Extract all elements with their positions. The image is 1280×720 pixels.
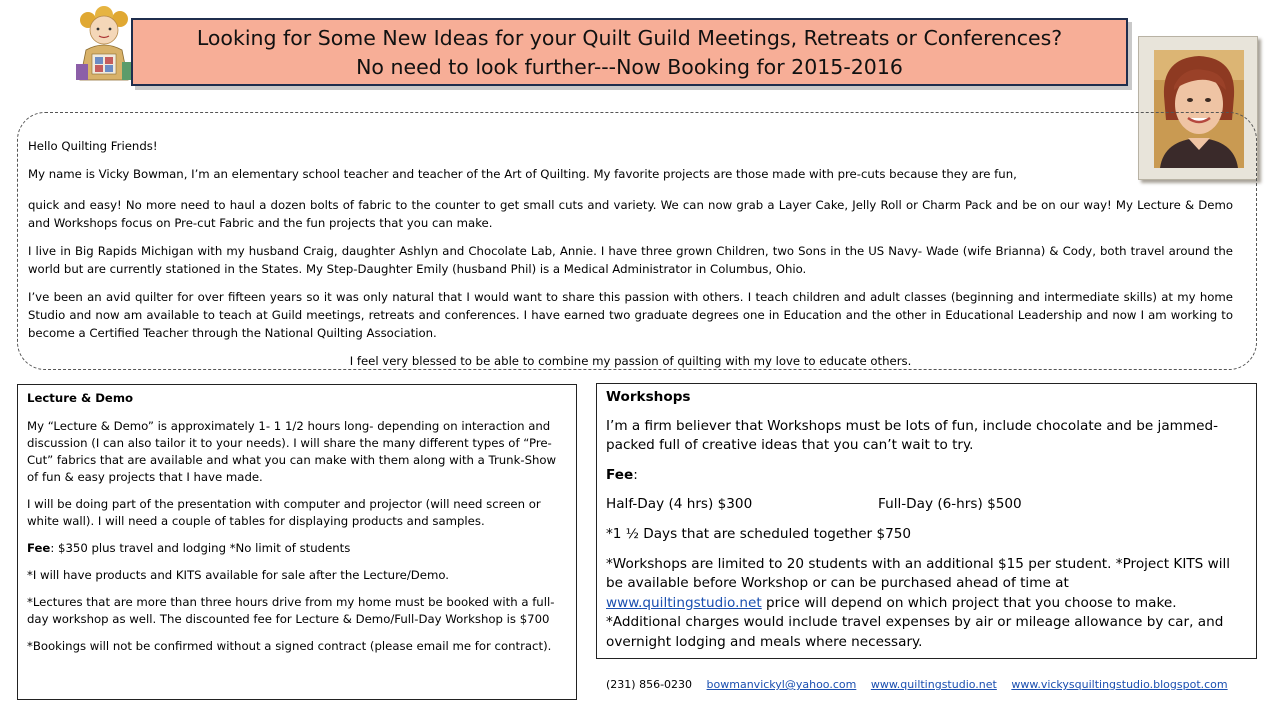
banner-line-1: Looking for Some New Ideas for your Quilt Guild Meetings, Retreats or Conferences?: [196, 26, 1063, 50]
lecture-paragraph-1: My “Lecture & Demo” is approximately 1- 1 1/2 hours long- depending on interaction and discussion (I can also tailor it to your needs). I will share the many different types of “Pre-Cut” fabrics that are available and what you can make with them along with a Trunk-Show of fun & easy projects that I have made.: [27, 419, 557, 484]
footer-phone: (231) 856-0230: [606, 678, 693, 691]
lecture-fee-text: : $350 plus travel and lodging *No limit of students: [50, 541, 351, 555]
intro-paragraph-3: I’ve been an avid quilter for over fifteen years so it was only natural that I would want to share this passion with others. I teach children and adult classes (beginning and intermediate skills) at my home Studio and now am available to teach at Guild meetings, retreats and conferences. I have earned two graduate degrees one in Education and the other in Educational Leadership and now I am working to become a Certified Teacher through the National Quilting Association.: [28, 290, 1233, 340]
intro-greeting: Hello Quilting Friends!: [28, 139, 158, 153]
workshops-paragraph-5a: *Workshops are limited to 20 students with an additional $15 per student. *Project KITS will be available before Workshop or can be purchased ahead of time at: [606, 555, 1231, 591]
intro-paragraph-2: I live in Big Rapids Michigan with my husband Craig, daughter Ashlyn and Chocolate Lab, Annie. I have three grown Children, two Sons in the US Navy- Wade (wife Brianna) & Cody, both travel around the world but are currently stationed in the States. My Step-Daughter Emily (husband Phil) is a Medical Administrator in Columbus, Ohio.: [28, 244, 1233, 276]
lecture-paragraph-2: I will be doing part of the presentation with computer and projector (will need screen or white wall). I will need a couple of tables for displaying products and samples.: [27, 497, 541, 528]
workshops-fee-label: Fee: [606, 466, 634, 483]
contact-footer: [606, 678, 1266, 691]
half-day-fee: Half-Day (4 hrs) $300: [606, 496, 753, 512]
lecture-paragraph-6: *Bookings will not be confirmed without a signed contract (please email me for contract).: [27, 639, 552, 653]
workshops-fee-colon: :: [633, 466, 638, 483]
lecture-fee-label: Fee: [27, 541, 51, 555]
full-day-fee: Full-Day (6-hrs) $500: [878, 496, 1022, 512]
workshops-paragraph-5b: price will depend on which project that you choose to make.: [761, 594, 1177, 611]
workshops-title: Workshops: [606, 389, 691, 405]
lecture-paragraph-5: *Lectures that are more than three hours drive from my home must be booked with a full-day workshop as well. The discounted fee for Lecture & Demo/Full-Day Workshop is $700: [27, 595, 555, 626]
quiltingstudio-link[interactable]: www.quiltingstudio.net: [606, 594, 762, 611]
workshops-paragraph-5: [606, 555, 1236, 614]
footer-email-link[interactable]: bowmanvickyl@yahoo.com: [706, 678, 857, 691]
title-banner: [131, 18, 1128, 86]
multi-day-fee: *1 ½ Days that are scheduled together $750: [606, 526, 912, 542]
lecture-title: Lecture & Demo: [27, 391, 134, 405]
workshops-paragraph-1: I’m a firm believer that Workshops must be lots of fun, include chocolate and be jammed-packed full of creative ideas that you can’t wait to try.: [606, 417, 1219, 453]
banner-line-2: No need to look further---Now Booking for 2015-2016: [356, 55, 903, 79]
workshops-fee: [606, 466, 1236, 486]
intro-section: [28, 137, 1233, 370]
workshops-paragraph-6: *Additional charges would include travel expenses by air or mileage allowance by car, and overnight lodging and meals where necessary.: [606, 614, 1224, 650]
lecture-fee: [27, 540, 561, 557]
quilter-doll-icon: [74, 6, 136, 86]
footer-site1-link[interactable]: www.quiltingstudio.net: [870, 678, 997, 691]
workshops-box: [596, 383, 1257, 659]
lecture-demo-box: [17, 384, 577, 700]
intro-paragraph-1b: quick and easy! No more need to haul a dozen bolts of fabric to the counter to get small cuts and variety. We can now grab a Layer Cake, Jelly Roll or Charm Pack and be on our way! My Lecture & Demo and Workshops focus on Pre-cut Fabric and the fun projects that you can make.: [28, 198, 1233, 230]
intro-paragraph-1a: My name is Vicky Bowman, I’m an elementary school teacher and teacher of the Art of Quilting. My favorite projects are those made with pre-cuts because they are fun,: [28, 167, 1017, 181]
lecture-paragraph-4: *I will have products and KITS available for sale after the Lecture/Demo.: [27, 568, 449, 582]
footer-site2-link[interactable]: www.vickysquiltingstudio.blogspot.com: [1011, 678, 1228, 691]
intro-closing: I feel very blessed to be able to combine my passion of quilting with my love to educate others.: [349, 354, 912, 368]
